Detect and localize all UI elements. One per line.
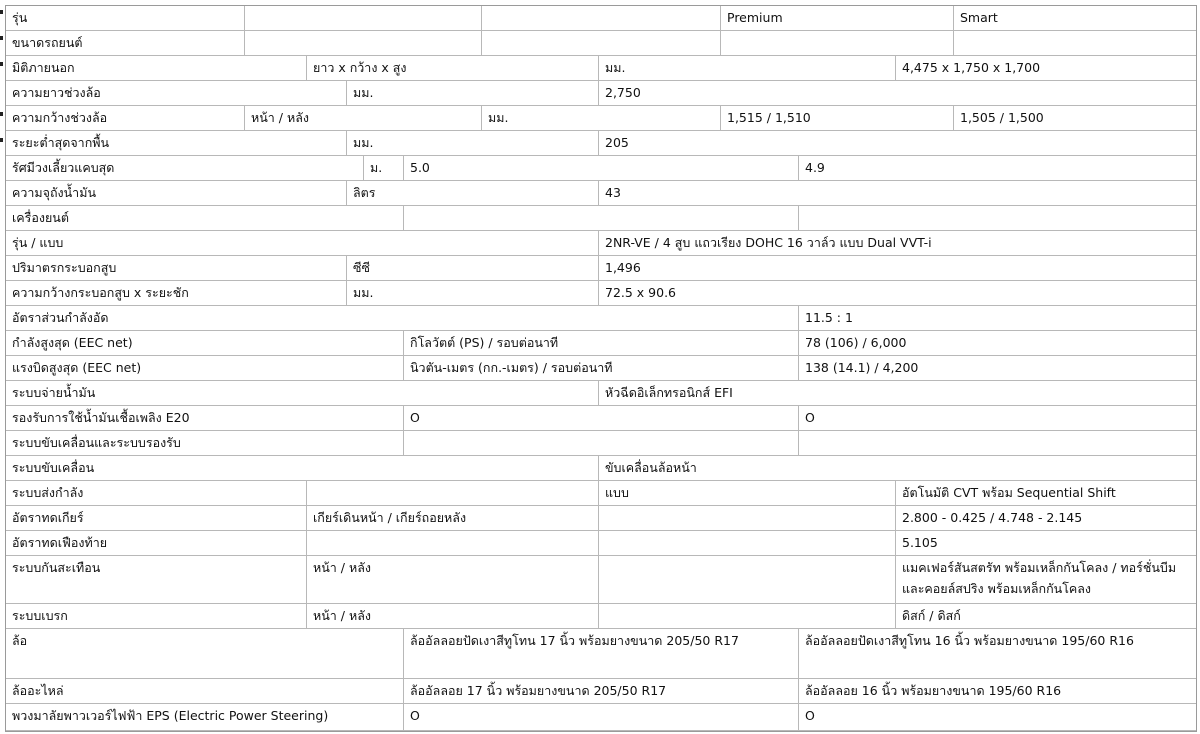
spec-value bbox=[599, 604, 896, 628]
spec-value: 2.800 - 0.425 / 4.748 - 2.145 bbox=[902, 510, 1083, 525]
table-row bbox=[6, 456, 1196, 481]
spec-value bbox=[954, 31, 1196, 55]
spec-value: 4,475 x 1,750 x 1,700 bbox=[902, 60, 1041, 75]
table-row bbox=[6, 206, 1196, 231]
spec-label: ระยะต่ำสุดจากพื้น bbox=[6, 131, 347, 155]
spec-label: รองรับการใช้น้ำมันเชื้อเพลิง E20 bbox=[6, 406, 404, 430]
spec-value: ขับเคลื่อนล้อหน้า bbox=[605, 460, 697, 475]
spec-value bbox=[482, 31, 721, 55]
spec-label: ความจุถังน้ำมัน bbox=[6, 181, 347, 205]
spec-value: 4.9 bbox=[805, 160, 825, 175]
spec-value: มม. bbox=[347, 81, 599, 105]
spec-value: ลิตร bbox=[347, 181, 599, 205]
spec-value: ล้ออัลลอยปัดเงาสีทูโทน 17 นิ้ว พร้อมยางขนาด 205/50 R17 bbox=[404, 629, 799, 678]
spec-value: 43 bbox=[605, 185, 621, 200]
spec-label: ล้ออะไหล่ bbox=[6, 679, 404, 703]
table-row bbox=[6, 431, 1196, 456]
table-row bbox=[6, 306, 1196, 331]
spec-value: ซีซี bbox=[347, 256, 599, 280]
spec-value: กิโลวัตต์ (PS) / รอบต่อนาที bbox=[404, 331, 799, 355]
table-row bbox=[6, 406, 1196, 431]
spec-value: หัวฉีดอิเล็กทรอนิกส์ EFI bbox=[605, 385, 733, 400]
edge-marker bbox=[0, 138, 3, 142]
table-row bbox=[6, 106, 1196, 131]
spec-label: ขนาดรถยนต์ bbox=[6, 31, 245, 55]
table-row bbox=[6, 679, 1196, 704]
table-row bbox=[6, 131, 1196, 156]
spec-label: ระบบกันสะเทือน bbox=[6, 556, 307, 603]
table-row bbox=[6, 31, 1196, 56]
spec-value: มม. bbox=[599, 56, 896, 80]
spec-label: มิติภายนอก bbox=[6, 56, 307, 80]
spec-label: ระบบส่งกำลัง bbox=[6, 481, 307, 505]
spec-value: O bbox=[404, 406, 799, 430]
spec-label: พวงมาลัยพาวเวอร์ไฟฟ้า EPS (Electric Power Steering) bbox=[6, 704, 404, 730]
table-row bbox=[6, 629, 1196, 679]
spec-value: หน้า / หลัง bbox=[307, 604, 599, 628]
spec-value: O bbox=[805, 410, 815, 425]
spec-value: แมคเฟอร์สันสตรัท พร้อมเหล็กกันโคลง / ทอร์ชั่นบีม และคอยล์สปริง พร้อมเหล็กกันโคลง bbox=[902, 560, 1177, 596]
spec-value: มม. bbox=[347, 131, 599, 155]
spec-label: ระบบจ่ายน้ำมัน bbox=[6, 381, 599, 405]
spec-value: Smart bbox=[960, 10, 998, 25]
spec-value: ยาว x กว้าง x สูง bbox=[307, 56, 599, 80]
spec-value bbox=[599, 531, 896, 555]
spec-value: แบบ bbox=[599, 481, 896, 505]
spec-value: นิวตัน-เมตร (กก.-เมตร) / รอบต่อนาที bbox=[404, 356, 799, 380]
spec-label: ล้อ bbox=[6, 629, 404, 678]
table-row bbox=[6, 331, 1196, 356]
spec-value: มม. bbox=[347, 281, 599, 305]
spec-label: ความยาวช่วงล้อ bbox=[6, 81, 347, 105]
spec-value bbox=[799, 431, 1196, 455]
spec-value: O bbox=[404, 704, 799, 730]
spec-label: กำลังสูงสุด (EEC net) bbox=[6, 331, 404, 355]
spec-value: มม. bbox=[482, 106, 721, 130]
spec-value: 78 (106) / 6,000 bbox=[805, 335, 907, 350]
table-row bbox=[6, 56, 1196, 81]
table-row bbox=[6, 506, 1196, 531]
spec-label: อัตราทดเกียร์ bbox=[6, 506, 307, 530]
spec-value bbox=[799, 206, 1196, 230]
spec-label: เครื่องยนต์ bbox=[6, 206, 404, 230]
spec-label: ระบบขับเคลื่อน bbox=[6, 456, 599, 480]
spec-value: ล้ออัลลอย 16 นิ้ว พร้อมยางขนาด 195/60 R16 bbox=[805, 683, 1062, 698]
table-row bbox=[6, 356, 1196, 381]
table-row bbox=[6, 604, 1196, 629]
spec-label: ปริมาตรกระบอกสูบ bbox=[6, 256, 347, 280]
spec-label: รุ่น / แบบ bbox=[6, 231, 599, 255]
spec-value: หน้า / หลัง bbox=[307, 556, 599, 603]
spec-label: ความกว้างกระบอกสูบ x ระยะชัก bbox=[6, 281, 347, 305]
edge-marker bbox=[0, 36, 3, 40]
table-row bbox=[6, 231, 1196, 256]
table-row bbox=[6, 481, 1196, 506]
spec-value: 1,515 / 1,510 bbox=[721, 106, 954, 130]
spec-value: เกียร์เดินหน้า / เกียร์ถอยหลัง bbox=[307, 506, 599, 530]
table-row bbox=[6, 381, 1196, 406]
spec-value: 5.105 bbox=[902, 535, 938, 550]
spec-value: O bbox=[805, 708, 815, 723]
table-row bbox=[6, 156, 1196, 181]
spec-value: 5.0 bbox=[404, 156, 799, 180]
spec-value: 11.5 : 1 bbox=[805, 310, 853, 325]
spec-label: แรงบิดสูงสุด (EEC net) bbox=[6, 356, 404, 380]
spec-value bbox=[404, 431, 799, 455]
spec-label: อัตราส่วนกำลังอัด bbox=[6, 306, 799, 330]
spec-value: ม. bbox=[364, 156, 404, 180]
spec-label: รุ่น bbox=[6, 6, 245, 30]
spec-value bbox=[721, 31, 954, 55]
spec-value bbox=[482, 6, 721, 30]
spec-value bbox=[245, 31, 482, 55]
spec-value bbox=[404, 206, 799, 230]
spec-label: อัตราทดเฟืองท้าย bbox=[6, 531, 307, 555]
spec-value bbox=[599, 506, 896, 530]
spec-value: ดิสก์ / ดิสก์ bbox=[902, 608, 961, 623]
edge-marker bbox=[0, 112, 3, 116]
table-row bbox=[6, 81, 1196, 106]
spec-value: 138 (14.1) / 4,200 bbox=[805, 360, 919, 375]
table-row bbox=[6, 256, 1196, 281]
spec-value bbox=[599, 556, 896, 603]
spec-value: Premium bbox=[721, 6, 954, 30]
edge-marker bbox=[0, 62, 3, 66]
table-row bbox=[6, 6, 1196, 31]
spec-value: 205 bbox=[605, 135, 629, 150]
spec-label: ความกว้างช่วงล้อ bbox=[6, 106, 245, 130]
spec-value: อัตโนมัติ CVT พร้อม Sequential Shift bbox=[902, 485, 1116, 500]
spec-table bbox=[5, 5, 1197, 732]
spec-value: ล้ออัลลอย 17 นิ้ว พร้อมยางขนาด 205/50 R17 bbox=[404, 679, 799, 703]
table-row bbox=[6, 556, 1196, 604]
table-row bbox=[6, 281, 1196, 306]
edge-marker bbox=[0, 10, 3, 14]
table-row bbox=[6, 704, 1196, 731]
spec-label: ระบบขับเคลื่อนและระบบรองรับ bbox=[6, 431, 404, 455]
spec-value: 2NR-VE / 4 สูบ แถวเรียง DOHC 16 วาล์ว แบบ Dual VVT-i bbox=[605, 235, 932, 250]
spec-value: 2,750 bbox=[605, 85, 641, 100]
table-row bbox=[6, 531, 1196, 556]
spec-value: หน้า / หลัง bbox=[245, 106, 482, 130]
spec-value: 1,505 / 1,500 bbox=[960, 110, 1044, 125]
spec-value: 1,496 bbox=[605, 260, 641, 275]
spec-value bbox=[307, 531, 599, 555]
spec-label: รัศมีวงเลี้ยวแคบสุด bbox=[6, 156, 364, 180]
spec-value bbox=[245, 6, 482, 30]
spec-value: 72.5 x 90.6 bbox=[605, 285, 677, 300]
spec-label: ระบบเบรก bbox=[6, 604, 307, 628]
table-row bbox=[6, 181, 1196, 206]
spec-value bbox=[307, 481, 599, 505]
spec-value: ล้ออัลลอยปัดเงาสีทูโทน 16 นิ้ว พร้อมยางขนาด 195/60 R16 bbox=[805, 633, 1134, 648]
